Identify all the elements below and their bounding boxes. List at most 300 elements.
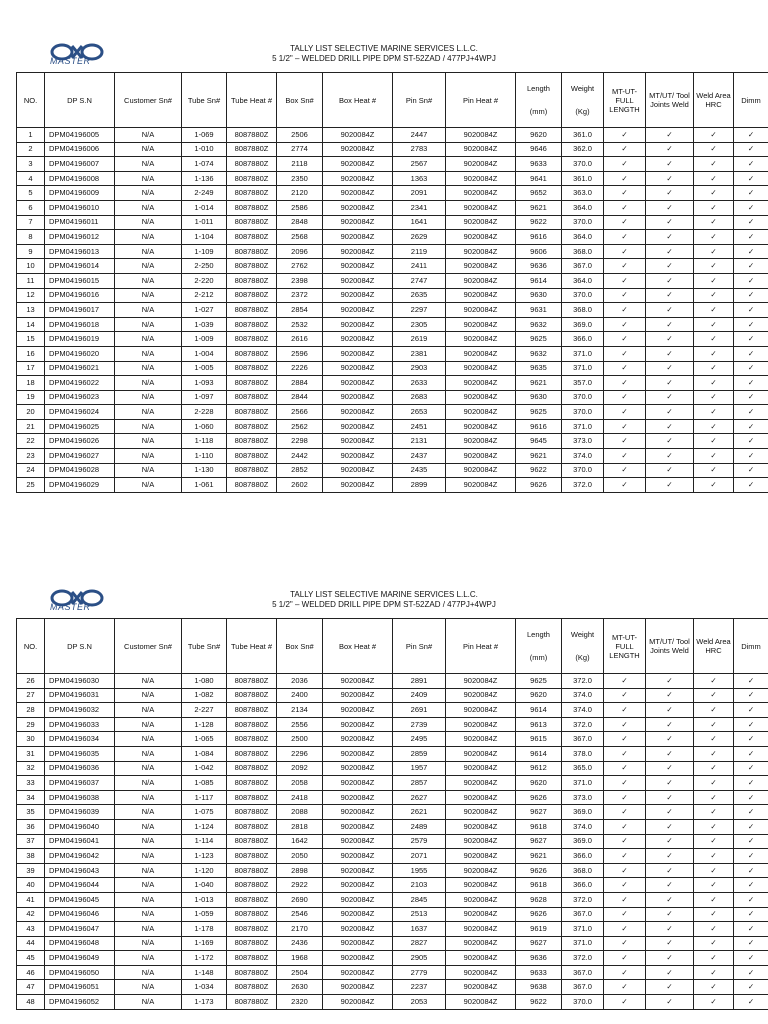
cell-no: 15 — [17, 332, 45, 347]
cell-box-heat: 9020084Z — [323, 703, 393, 718]
cell-mt-ut-full-length-check: ✓ — [604, 230, 646, 245]
cell-tube-sn: 1-104 — [182, 230, 227, 245]
table-row — [17, 819, 768, 834]
cell-customer-sn: N/A — [115, 244, 182, 259]
table-row — [17, 863, 768, 878]
cell-pin-sn: 2103 — [393, 878, 446, 893]
cell-box-sn: 2088 — [277, 805, 323, 820]
cell-dimm-check: ✓ — [734, 142, 768, 157]
cell-length: 9616 — [516, 419, 562, 434]
cell-pin-heat: 9020084Z — [446, 157, 516, 172]
cell-weld-area-check: ✓ — [694, 215, 734, 230]
cell-customer-sn: N/A — [115, 878, 182, 893]
cell-tube-heat: 8087880Z — [227, 259, 277, 274]
cell-dimm-check: ✓ — [734, 732, 768, 747]
cell-customer-sn: N/A — [115, 128, 182, 143]
cell-tube-heat: 8087880Z — [227, 965, 277, 980]
cell-dimm-check: ✓ — [734, 449, 768, 464]
cell-dp-sn: DPM04196021 — [45, 361, 115, 376]
cell-box-sn: 2092 — [277, 761, 323, 776]
cell-pin-heat: 9020084Z — [446, 463, 516, 478]
cell-no: 20 — [17, 405, 45, 420]
cell-customer-sn: N/A — [115, 376, 182, 391]
cell-customer-sn: N/A — [115, 449, 182, 464]
cell-customer-sn: N/A — [115, 907, 182, 922]
cell-pin-heat: 9020084Z — [446, 200, 516, 215]
cell-weld-area-check: ✓ — [694, 907, 734, 922]
cell-box-sn: 2546 — [277, 907, 323, 922]
cell-dimm-check: ✓ — [734, 317, 768, 332]
cell-tube-sn: 1-114 — [182, 834, 227, 849]
cell-mt-ut-tool-joints-check: ✓ — [646, 907, 694, 922]
cell-no: 14 — [17, 317, 45, 332]
cell-pin-sn: 2437 — [393, 449, 446, 464]
cell-dp-sn: DPM04196011 — [45, 215, 115, 230]
cell-tube-sn: 2-250 — [182, 259, 227, 274]
cell-box-sn: 2556 — [277, 717, 323, 732]
cell-mt-ut-tool-joints-check: ✓ — [646, 361, 694, 376]
cell-customer-sn: N/A — [115, 478, 182, 493]
cell-customer-sn: N/A — [115, 995, 182, 1010]
cell-pin-sn: 2857 — [393, 776, 446, 791]
cell-length: 9652 — [516, 186, 562, 201]
cell-tube-sn: 1-059 — [182, 907, 227, 922]
cell-dimm-check: ✓ — [734, 273, 768, 288]
cell-pin-heat: 9020084Z — [446, 361, 516, 376]
cell-length: 9635 — [516, 361, 562, 376]
cell-tube-heat: 8087880Z — [227, 790, 277, 805]
cell-dp-sn: DPM04196022 — [45, 376, 115, 391]
table-row — [17, 688, 768, 703]
cell-dimm-check: ✓ — [734, 332, 768, 347]
cell-weight: 366.0 — [562, 332, 604, 347]
cell-weld-area-check: ✓ — [694, 332, 734, 347]
cell-pin-sn: 2635 — [393, 288, 446, 303]
table-row — [17, 288, 768, 303]
cell-length: 9646 — [516, 142, 562, 157]
cell-box-sn: 2690 — [277, 892, 323, 907]
cell-customer-sn: N/A — [115, 805, 182, 820]
cell-weld-area-check: ✓ — [694, 936, 734, 951]
cell-mt-ut-tool-joints-check: ✓ — [646, 215, 694, 230]
cell-mt-ut-full-length-check: ✓ — [604, 376, 646, 391]
cell-weight: 371.0 — [562, 776, 604, 791]
col-header-dimm: Dimm — [734, 73, 768, 128]
col-header-weight-unit: (Kg) — [575, 107, 590, 116]
table-row — [17, 186, 768, 201]
cell-tube-sn: 1-060 — [182, 419, 227, 434]
cell-dp-sn: DPM04196010 — [45, 200, 115, 215]
cell-mt-ut-tool-joints-check: ✓ — [646, 922, 694, 937]
cell-box-sn: 2898 — [277, 863, 323, 878]
cell-weld-area-check: ✓ — [694, 980, 734, 995]
cell-weld-area-check: ✓ — [694, 273, 734, 288]
cell-weld-area-check: ✓ — [694, 951, 734, 966]
table-row — [17, 790, 768, 805]
cell-tube-sn: 2-227 — [182, 703, 227, 718]
cell-weld-area-check: ✓ — [694, 171, 734, 186]
cell-length: 9625 — [516, 332, 562, 347]
cell-no: 27 — [17, 688, 45, 703]
cell-dimm-check: ✓ — [734, 688, 768, 703]
cell-weld-area-check: ✓ — [694, 186, 734, 201]
cell-dimm-check: ✓ — [734, 244, 768, 259]
cell-pin-sn: 2341 — [393, 200, 446, 215]
cell-dp-sn: DPM04196005 — [45, 128, 115, 143]
cell-pin-sn: 2435 — [393, 463, 446, 478]
cell-dp-sn: DPM04196048 — [45, 936, 115, 951]
cell-pin-sn: 2451 — [393, 419, 446, 434]
cell-length: 9619 — [516, 922, 562, 937]
table-row — [17, 273, 768, 288]
cell-mt-ut-full-length-check: ✓ — [604, 215, 646, 230]
cell-box-heat: 9020084Z — [323, 171, 393, 186]
table-row — [17, 405, 768, 420]
cell-customer-sn: N/A — [115, 390, 182, 405]
cell-box-heat: 9020084Z — [323, 390, 393, 405]
cell-mt-ut-full-length-check: ✓ — [604, 346, 646, 361]
cell-length: 9625 — [516, 405, 562, 420]
cell-pin-sn: 1957 — [393, 761, 446, 776]
cell-pin-sn: 2891 — [393, 674, 446, 689]
cell-no: 17 — [17, 361, 45, 376]
table-row — [17, 761, 768, 776]
cell-pin-heat: 9020084Z — [446, 390, 516, 405]
cell-box-sn: 2096 — [277, 244, 323, 259]
cell-weld-area-check: ✓ — [694, 361, 734, 376]
cell-tube-sn: 1-123 — [182, 849, 227, 864]
cell-mt-ut-tool-joints-check: ✓ — [646, 878, 694, 893]
cell-no: 28 — [17, 703, 45, 718]
cell-weld-area-check: ✓ — [694, 288, 734, 303]
cell-dp-sn: DPM04196026 — [45, 434, 115, 449]
cell-mt-ut-tool-joints-check: ✓ — [646, 863, 694, 878]
cell-mt-ut-tool-joints-check: ✓ — [646, 892, 694, 907]
cell-dp-sn: DPM04196023 — [45, 390, 115, 405]
cell-mt-ut-tool-joints-check: ✓ — [646, 303, 694, 318]
cell-customer-sn: N/A — [115, 317, 182, 332]
cell-weld-area-check: ✓ — [694, 259, 734, 274]
cell-tube-sn: 1-118 — [182, 434, 227, 449]
col-header-length-label: Length — [527, 630, 550, 639]
cell-pin-heat: 9020084Z — [446, 478, 516, 493]
cell-pin-heat: 9020084Z — [446, 936, 516, 951]
cell-length: 9626 — [516, 790, 562, 805]
cell-no: 34 — [17, 790, 45, 805]
cell-box-heat: 9020084Z — [323, 746, 393, 761]
cell-dp-sn: DPM04196014 — [45, 259, 115, 274]
cell-mt-ut-tool-joints-check: ✓ — [646, 674, 694, 689]
cell-box-heat: 9020084Z — [323, 776, 393, 791]
cell-pin-heat: 9020084Z — [446, 717, 516, 732]
cell-tube-sn: 1-109 — [182, 244, 227, 259]
cell-tube-heat: 8087880Z — [227, 273, 277, 288]
cell-tube-sn: 1-074 — [182, 157, 227, 172]
cell-weld-area-check: ✓ — [694, 449, 734, 464]
cell-mt-ut-full-length-check: ✓ — [604, 478, 646, 493]
cell-tube-heat: 8087880Z — [227, 478, 277, 493]
table-row — [17, 980, 768, 995]
cell-mt-ut-tool-joints-check: ✓ — [646, 776, 694, 791]
table-row — [17, 478, 768, 493]
cell-length: 9628 — [516, 892, 562, 907]
cell-box-heat: 9020084Z — [323, 434, 393, 449]
table-row — [17, 936, 768, 951]
cell-tube-heat: 8087880Z — [227, 128, 277, 143]
cell-mt-ut-full-length-check: ✓ — [604, 878, 646, 893]
cell-tube-heat: 8087880Z — [227, 419, 277, 434]
cell-pin-heat: 9020084Z — [446, 449, 516, 464]
cell-mt-ut-full-length-check: ✓ — [604, 332, 646, 347]
cell-dimm-check: ✓ — [734, 922, 768, 937]
cell-weight: 368.0 — [562, 303, 604, 318]
cell-pin-sn: 2579 — [393, 834, 446, 849]
cell-weight: 372.0 — [562, 951, 604, 966]
cell-customer-sn: N/A — [115, 790, 182, 805]
title-line-1: TALLY LIST SELECTIVE MARINE SERVICES L.L.C. — [290, 44, 478, 53]
col-header-weight — [562, 619, 604, 674]
cell-pin-sn: 2691 — [393, 703, 446, 718]
cell-no: 21 — [17, 419, 45, 434]
cell-mt-ut-tool-joints-check: ✓ — [646, 317, 694, 332]
cell-customer-sn: N/A — [115, 834, 182, 849]
cell-mt-ut-tool-joints-check: ✓ — [646, 790, 694, 805]
cell-customer-sn: N/A — [115, 303, 182, 318]
cell-mt-ut-tool-joints-check: ✓ — [646, 142, 694, 157]
cell-dimm-check: ✓ — [734, 761, 768, 776]
cell-mt-ut-full-length-check: ✓ — [604, 273, 646, 288]
cell-customer-sn: N/A — [115, 980, 182, 995]
cell-box-sn: 2818 — [277, 819, 323, 834]
cell-box-sn: 2036 — [277, 674, 323, 689]
cell-mt-ut-tool-joints-check: ✓ — [646, 332, 694, 347]
cell-tube-heat: 8087880Z — [227, 186, 277, 201]
cell-box-sn: 2350 — [277, 171, 323, 186]
cell-tube-sn: 1-004 — [182, 346, 227, 361]
cell-weld-area-check: ✓ — [694, 405, 734, 420]
cell-dimm-check: ✓ — [734, 230, 768, 245]
cell-mt-ut-full-length-check: ✓ — [604, 892, 646, 907]
cell-weld-area-check: ✓ — [694, 434, 734, 449]
cell-weld-area-check: ✓ — [694, 790, 734, 805]
cell-box-heat: 9020084Z — [323, 346, 393, 361]
cell-customer-sn: N/A — [115, 463, 182, 478]
title-line-2: 5 1/2" – WELDED DRILL PIPE DPM ST-52ZAD / 477PJ+4WPJ — [272, 600, 496, 609]
cell-dp-sn: DPM04196006 — [45, 142, 115, 157]
cell-tube-heat: 8087880Z — [227, 449, 277, 464]
cell-pin-sn: 2053 — [393, 995, 446, 1010]
cell-box-sn: 2120 — [277, 186, 323, 201]
cell-tube-heat: 8087880Z — [227, 761, 277, 776]
table-row — [17, 776, 768, 791]
cell-dp-sn: DPM04196009 — [45, 186, 115, 201]
col-header-mt-ut-tool-joints-weld: MT/UT/ Tool Joints Weld — [646, 73, 694, 128]
cell-weld-area-check: ✓ — [694, 200, 734, 215]
cell-pin-sn: 2513 — [393, 907, 446, 922]
cell-no: 8 — [17, 230, 45, 245]
cell-box-heat: 9020084Z — [323, 244, 393, 259]
cell-box-sn: 2400 — [277, 688, 323, 703]
cell-pin-heat: 9020084Z — [446, 892, 516, 907]
cell-no: 30 — [17, 732, 45, 747]
cell-box-sn: 2586 — [277, 200, 323, 215]
cell-no: 13 — [17, 303, 45, 318]
cell-box-sn: 2562 — [277, 419, 323, 434]
cell-tube-heat: 8087880Z — [227, 244, 277, 259]
cell-length: 9636 — [516, 259, 562, 274]
cell-mt-ut-tool-joints-check: ✓ — [646, 244, 694, 259]
cell-weight: 372.0 — [562, 674, 604, 689]
cell-box-heat: 9020084Z — [323, 419, 393, 434]
cell-tube-heat: 8087880Z — [227, 834, 277, 849]
cell-tube-sn: 1-027 — [182, 303, 227, 318]
cell-box-heat: 9020084Z — [323, 819, 393, 834]
cell-tube-sn: 1-061 — [182, 478, 227, 493]
tally-header — [16, 584, 752, 618]
cell-dimm-check: ✓ — [734, 703, 768, 718]
cell-mt-ut-full-length-check: ✓ — [604, 128, 646, 143]
cell-weld-area-check: ✓ — [694, 419, 734, 434]
cell-customer-sn: N/A — [115, 230, 182, 245]
cell-mt-ut-full-length-check: ✓ — [604, 259, 646, 274]
cell-length: 9612 — [516, 761, 562, 776]
col-header-box-sn: Box Sn# — [277, 619, 323, 674]
cell-weld-area-check: ✓ — [694, 142, 734, 157]
cell-customer-sn: N/A — [115, 259, 182, 274]
cell-mt-ut-full-length-check: ✓ — [604, 157, 646, 172]
cell-tube-sn: 1-039 — [182, 317, 227, 332]
col-header-pin-heat: Pin Heat # — [446, 619, 516, 674]
cell-box-sn: 2848 — [277, 215, 323, 230]
cell-no: 31 — [17, 746, 45, 761]
cell-weight: 372.0 — [562, 717, 604, 732]
cell-tube-heat: 8087880Z — [227, 980, 277, 995]
logo-text: MASTER — [50, 56, 91, 66]
cell-tube-sn: 2-212 — [182, 288, 227, 303]
cell-no: 47 — [17, 980, 45, 995]
cell-dimm-check: ✓ — [734, 259, 768, 274]
cell-box-heat: 9020084Z — [323, 922, 393, 937]
cell-tube-heat: 8087880Z — [227, 346, 277, 361]
cell-dp-sn: DPM04196018 — [45, 317, 115, 332]
cell-dp-sn: DPM04196039 — [45, 805, 115, 820]
cell-tube-heat: 8087880Z — [227, 215, 277, 230]
cell-pin-heat: 9020084Z — [446, 244, 516, 259]
cell-tube-sn: 2-249 — [182, 186, 227, 201]
cell-mt-ut-tool-joints-check: ✓ — [646, 688, 694, 703]
cell-mt-ut-tool-joints-check: ✓ — [646, 171, 694, 186]
cell-tube-heat: 8087880Z — [227, 878, 277, 893]
cell-box-heat: 9020084Z — [323, 332, 393, 347]
cell-mt-ut-full-length-check: ✓ — [604, 171, 646, 186]
cell-dp-sn: DPM04196047 — [45, 922, 115, 937]
cell-box-heat: 9020084Z — [323, 157, 393, 172]
cell-customer-sn: N/A — [115, 951, 182, 966]
cell-box-sn: 2568 — [277, 230, 323, 245]
cell-customer-sn: N/A — [115, 346, 182, 361]
cell-no: 12 — [17, 288, 45, 303]
cell-tube-sn: 1-110 — [182, 449, 227, 464]
cell-mt-ut-full-length-check: ✓ — [604, 303, 646, 318]
cell-no: 35 — [17, 805, 45, 820]
cell-pin-sn: 2237 — [393, 980, 446, 995]
cell-pin-sn: 1955 — [393, 863, 446, 878]
cell-weight: 361.0 — [562, 128, 604, 143]
cell-pin-heat: 9020084Z — [446, 834, 516, 849]
cell-pin-sn: 2653 — [393, 405, 446, 420]
cell-length: 9618 — [516, 819, 562, 834]
cell-weight: 362.0 — [562, 142, 604, 157]
cell-no: 3 — [17, 157, 45, 172]
cell-pin-sn: 2739 — [393, 717, 446, 732]
cell-box-sn: 2298 — [277, 434, 323, 449]
cell-no: 33 — [17, 776, 45, 791]
cell-weight: 366.0 — [562, 849, 604, 864]
cell-mt-ut-tool-joints-check: ✓ — [646, 259, 694, 274]
cell-box-heat: 9020084Z — [323, 273, 393, 288]
cell-box-heat: 9020084Z — [323, 186, 393, 201]
cell-no: 1 — [17, 128, 45, 143]
cell-weight: 370.0 — [562, 390, 604, 405]
cell-weld-area-check: ✓ — [694, 922, 734, 937]
cell-pin-heat: 9020084Z — [446, 849, 516, 864]
cell-pin-sn: 2381 — [393, 346, 446, 361]
cell-no: 9 — [17, 244, 45, 259]
cell-tube-sn: 1-130 — [182, 463, 227, 478]
col-header-weld-area-hrc: Weld Area HRC — [694, 73, 734, 128]
cell-tube-sn: 1-082 — [182, 688, 227, 703]
cell-box-heat: 9020084Z — [323, 995, 393, 1010]
cell-dp-sn: DPM04196027 — [45, 449, 115, 464]
cell-weld-area-check: ✓ — [694, 717, 734, 732]
cell-box-heat: 9020084Z — [323, 790, 393, 805]
cell-tube-heat: 8087880Z — [227, 376, 277, 391]
table-row — [17, 995, 768, 1010]
cell-weld-area-check: ✓ — [694, 346, 734, 361]
cell-dimm-check: ✓ — [734, 717, 768, 732]
cell-weld-area-check: ✓ — [694, 746, 734, 761]
cell-mt-ut-tool-joints-check: ✓ — [646, 761, 694, 776]
cell-dimm-check: ✓ — [734, 995, 768, 1010]
col-header-weight-label: Weight — [570, 84, 595, 93]
cell-dp-sn: DPM04196038 — [45, 790, 115, 805]
table-row — [17, 303, 768, 318]
cell-pin-heat: 9020084Z — [446, 951, 516, 966]
cell-mt-ut-tool-joints-check: ✓ — [646, 717, 694, 732]
cell-box-heat: 9020084Z — [323, 936, 393, 951]
cell-box-sn: 1968 — [277, 951, 323, 966]
table-row — [17, 703, 768, 718]
cell-weight: 369.0 — [562, 317, 604, 332]
cell-weight: 370.0 — [562, 405, 604, 420]
col-header-mt-ut-full-length: MT-UT- FULL LENGTH — [604, 73, 646, 128]
cell-tube-heat: 8087880Z — [227, 819, 277, 834]
col-header-weight-label: Weight — [570, 630, 595, 639]
cell-length: 9626 — [516, 863, 562, 878]
cell-dimm-check: ✓ — [734, 965, 768, 980]
cell-weld-area-check: ✓ — [694, 390, 734, 405]
cell-dp-sn: DPM04196046 — [45, 907, 115, 922]
cell-dp-sn: DPM04196043 — [45, 863, 115, 878]
cell-box-heat: 9020084Z — [323, 907, 393, 922]
cell-tube-sn: 1-136 — [182, 171, 227, 186]
cell-pin-sn: 2905 — [393, 951, 446, 966]
cell-mt-ut-tool-joints-check: ✓ — [646, 288, 694, 303]
table-row — [17, 128, 768, 143]
cell-customer-sn: N/A — [115, 922, 182, 937]
cell-length: 9626 — [516, 478, 562, 493]
cell-tube-heat: 8087880Z — [227, 674, 277, 689]
